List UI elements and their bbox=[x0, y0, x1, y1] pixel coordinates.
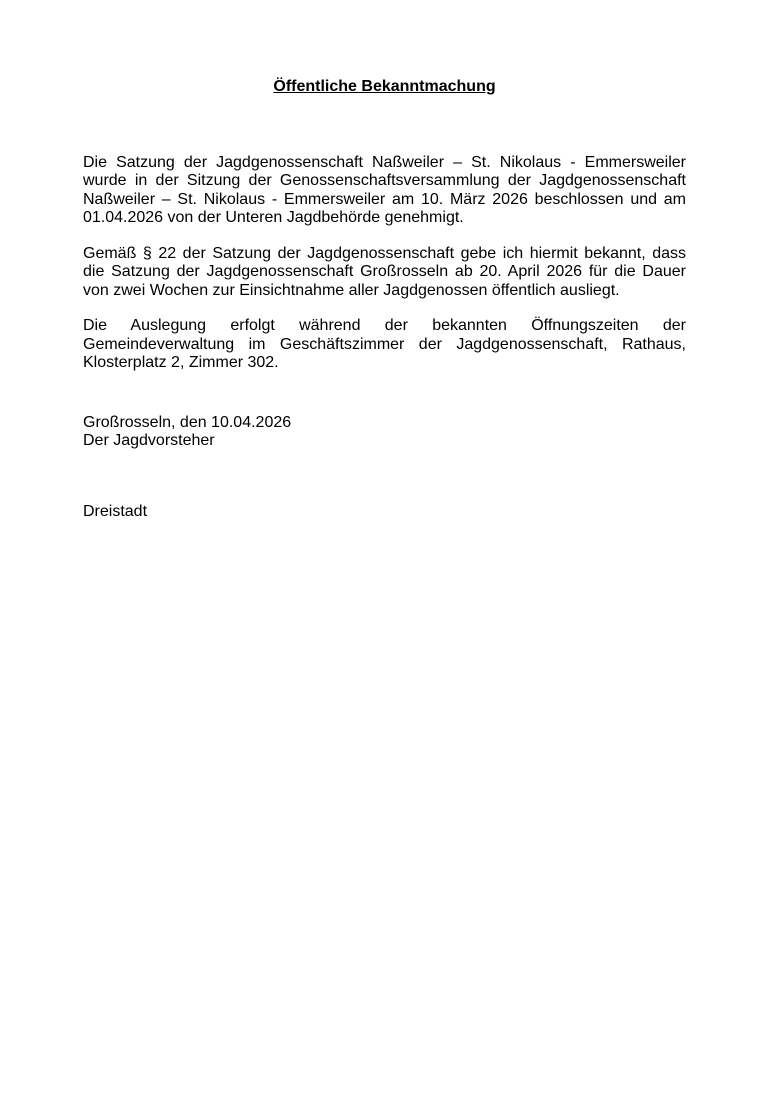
paragraph-resolution: Die Satzung der Jagdgenossenschaft Naßweiler – St. Nikolaus - Emmersweiler wurde in der Sitzung der Genossenschaftsversammlung der Jagdgenossenschaft Naßweiler – St. Nikolaus - Emmersweiler am 10. März 2026 beschlossen und am 01.04.2026 von der Unteren Jagdbehörde genehmigt. bbox=[83, 153, 686, 226]
document-title-text: Öffentliche Bekanntmachung bbox=[273, 78, 496, 95]
signer-role-line: Der Jagdvorsteher bbox=[83, 432, 215, 449]
paragraph-location: Die Auslegung erfolgt während der bekannten Öffnungszeiten der Gemeindeverwaltung im Geschäftszimmer der Jagdgenossenschaft, Rathaus, Klosterplatz 2, Zimmer 302. bbox=[83, 317, 686, 371]
document-title bbox=[83, 78, 686, 97]
paragraph-announcement: Gemäß § 22 der Satzung der Jagdgenossenschaft gebe ich hiermit bekannt, dass die Satzung der Jagdgenossenschaft Großrosseln ab 20. April 2026 für die Dauer von zwei Wochen zur Einsichtnahme aller Jagdgenossen öffentlich ausliegt. bbox=[83, 244, 686, 299]
closing-block bbox=[83, 414, 686, 451]
signer-name-block bbox=[83, 503, 686, 522]
signer-name-line: Dreistadt bbox=[83, 502, 148, 520]
document-content bbox=[83, 78, 686, 521]
place-date-line: Großrosseln, den 10.04.2026 bbox=[83, 413, 292, 431]
